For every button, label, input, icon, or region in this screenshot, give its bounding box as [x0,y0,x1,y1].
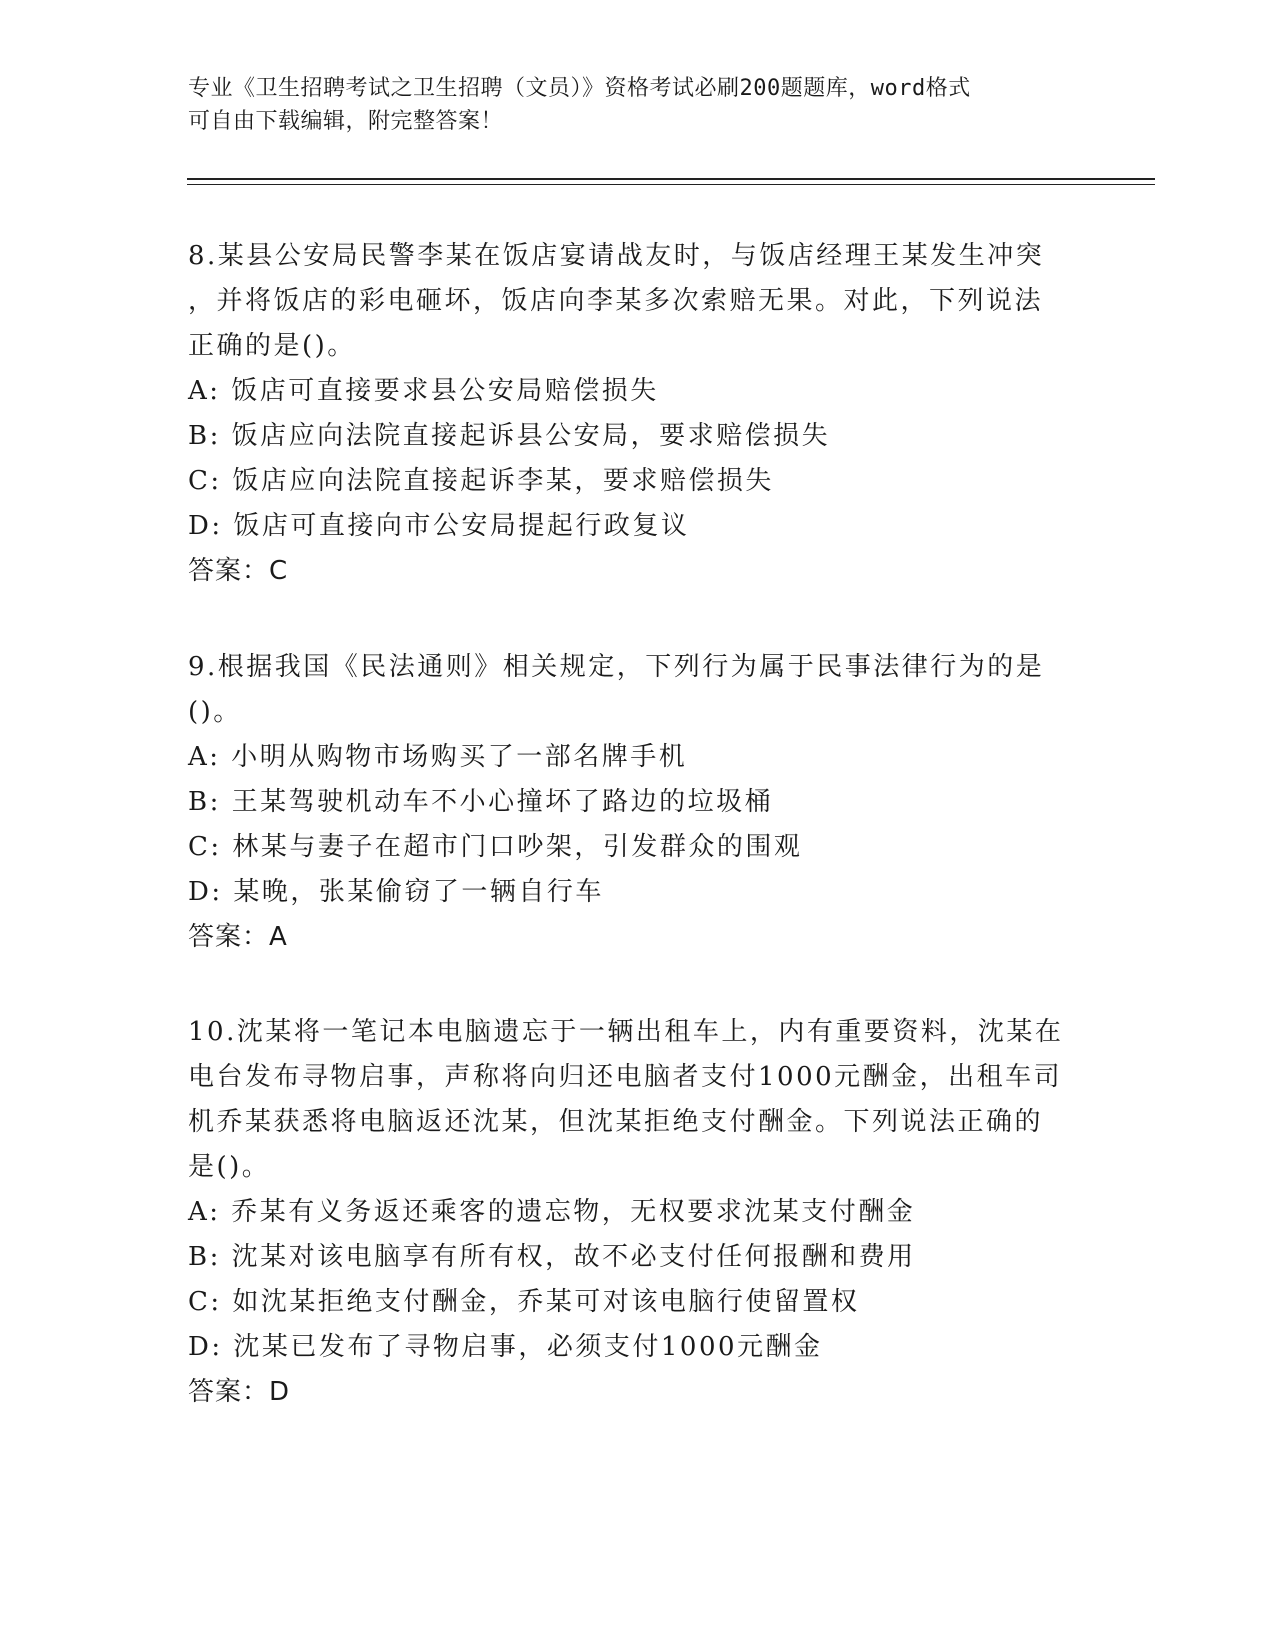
option-b: B: 沈某对该电脑享有所有权，故不必支付任何报酬和费用 [188,1242,916,1272]
header-divider-thin [187,184,1155,185]
option-a: A: 小明从购物市场购买了一部名牌手机 [188,742,688,772]
option-c: C: 如沈某拒绝支付酬金，乔某可对该电脑行使留置权 [188,1287,860,1317]
header-line-2: 可自由下载编辑，附完整答案！ [188,109,504,134]
question-stem-line: 10.沈某将一笔记本电脑遗忘于一辆出租车上，内有重要资料，沈某在 [188,1017,1064,1047]
option-b: B: 饭店应向法院直接起诉县公安局，要求赔偿损失 [188,421,831,451]
header-line-1: 专业《卫生招聘考试之卫生招聘（文员）》资格考试必刷200题题库，word格式 [188,76,971,101]
question-stem-line: 是()。 [188,1152,271,1182]
question-stem-line: 8.某县公安局民警李某在饭店宴请战友时，与饭店经理王某发生冲突 [188,241,1045,271]
question-stem-line: 电台发布寻物启事，声称将向归还电脑者支付1000元酬金，出租车司 [188,1062,1063,1092]
document-header [188,72,1068,138]
option-d: D: 饭店可直接向市公安局提起行政复议 [188,511,690,541]
header-divider [187,178,1155,180]
option-d: D: 沈某已发布了寻物启事，必须支付1000元酬金 [188,1332,823,1362]
answer: 答案：D [188,1377,291,1407]
option-a: A: 饭店可直接要求县公安局赔偿损失 [188,376,659,406]
answer: 答案：C [188,556,289,586]
question-stem-line: 9.根据我国《民法通则》相关规定，下列行为属于民事法律行为的是 [188,652,1045,682]
question-9 [188,645,1078,960]
question-stem-line: 机乔某获悉将电脑返还沈某，但沈某拒绝支付酬金。下列说法正确的 [188,1107,1044,1137]
option-a: A: 乔某有义务返还乘客的遗忘物，无权要求沈某支付酬金 [188,1197,916,1227]
question-stem-line: 正确的是()。 [188,331,356,361]
question-stem-line: ()。 [188,697,242,727]
question-10 [188,1010,1078,1415]
option-c: C: 饭店应向法院直接起诉李某，要求赔偿损失 [188,466,774,496]
answer: 答案：A [188,922,288,952]
option-c: C: 林某与妻子在超市门口吵架，引发群众的围观 [188,832,803,862]
question-stem-line: ，并将饭店的彩电砸坏，饭店向李某多次索赔无果。对此，下列说法 [188,286,1044,316]
question-8 [188,234,1078,594]
option-d: D: 某晚，张某偷窃了一辆自行车 [188,877,604,907]
option-b: B: 王某驾驶机动车不小心撞坏了路边的垃圾桶 [188,787,774,817]
